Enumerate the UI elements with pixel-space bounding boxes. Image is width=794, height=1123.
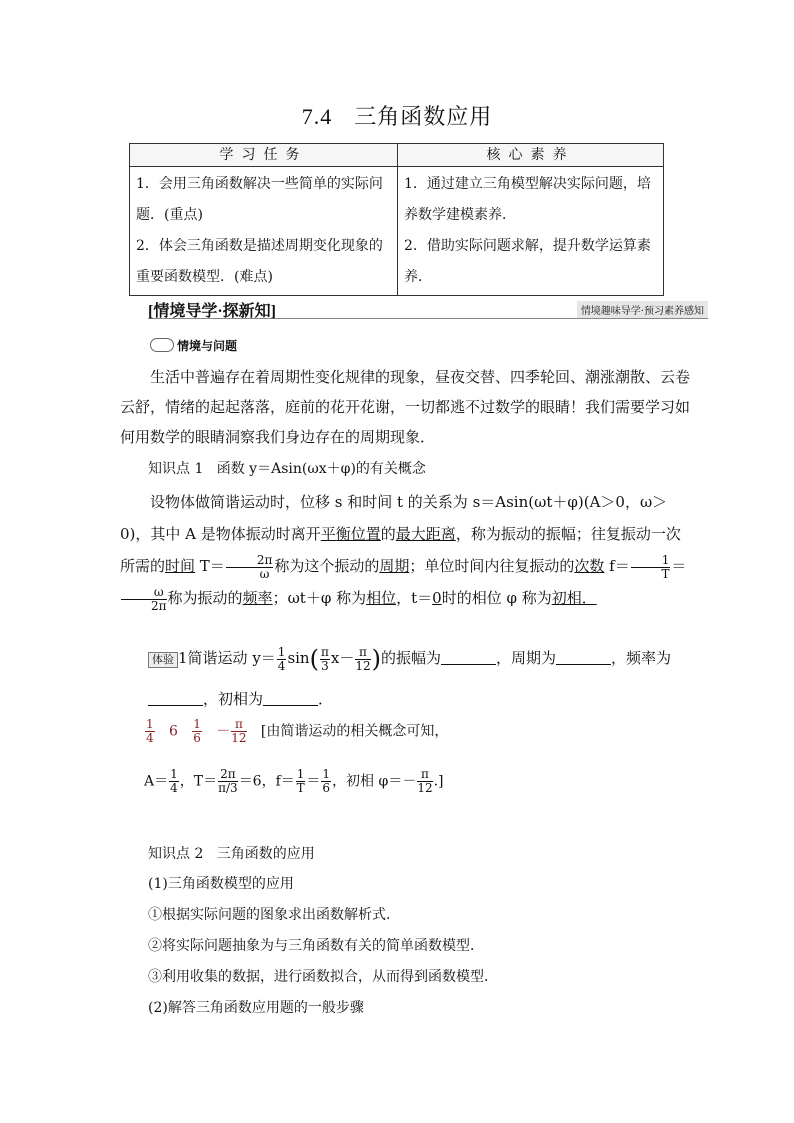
sub-heading: 情境与问题 xyxy=(150,337,237,354)
list-item: ①根据实际问题的图象求出函数解析式． xyxy=(148,907,400,923)
task-1: 1．会用三角函数解决一些简单的实际问题．(重点) xyxy=(136,176,383,223)
answer-line-2: A＝ $\frac{1}{4}$ ，T＝ $\frac{2\pi}{\pi/3}$ ＝6，f＝ $\frac{1}{T}$ ＝ $\frac{1}{6}$ ，初相 φ＝－ $\frac{\pi}{12}$ .] xyxy=(144,767,444,795)
blank-frequency[interactable] xyxy=(148,691,203,706)
frac-2pi-omega: $\frac{2\pi}{\omega}$ xyxy=(226,554,274,581)
blank-initial-phase[interactable] xyxy=(263,691,318,706)
answer-line-1: $\frac{1}{4}$ 6 $\frac{1}{6}$ － $\frac{\pi}{12}$ [由简谐运动的相关概念可知， xyxy=(146,717,449,745)
section-bar xyxy=(148,298,708,319)
knowledge-1-body: 设物体做简谐运动时，位移 s 和时间 t 的关系为 s＝Asin(ωt＋φ)(A＞0，ω＞0)，其中 A 是物体振动时离开平衡位置的最大距离，称为振动的振幅；往复振动一次所需的时间 T＝ $\frac{2\pi}{\omega}$ 称为这个振动的周期；单位时间内往复振动的次数 f＝ $\frac{1}{T}$ ＝ $\frac{\omega}{2\pi}$ 称为振动的频率；ωt＋φ 称为相位，t＝0时的相位 φ 称为初相． xyxy=(120,493,687,613)
experience-tag: 体验 xyxy=(148,652,178,668)
list-item: (2)解答三角函数应用题的一般步骤 xyxy=(148,1000,364,1016)
knowledge-point-1: 知识点 1 函数 y＝Asin(ωx＋φ)的有关概念 xyxy=(148,461,426,477)
task-2: 2．体会三角函数是描述周期变化现象的重要函数模型．(难点) xyxy=(136,238,383,285)
experience-1: 体验 1简谐运动 y＝ $\frac{1}{4}$ sin( $\frac{\pi}{3}$ x－ $\frac{\pi}{12}$ )的振幅为 ，周期为 ，频率为，初相为 ． xyxy=(148,638,693,719)
blank-amplitude[interactable] xyxy=(441,650,496,665)
list-item: ③利用收集的数据，进行函数拟合，从而得到函数模型． xyxy=(148,969,498,985)
literacy-1: 1．通过建立三角模型解决实际问题，培养数学建模素养． xyxy=(404,176,651,223)
header-literacy: 核心素养 xyxy=(398,144,664,167)
frac-omega-2pi: $\frac{\omega}{2\pi}$ xyxy=(121,586,167,613)
page-title: 7.4 三角函数应用 xyxy=(301,104,493,130)
blank-period[interactable] xyxy=(556,650,611,665)
frac-1-T: $\frac{1}{T}$ xyxy=(631,554,671,581)
intro-paragraph: 生活中普遍存在着周期性变化规律的现象，昼夜交替、四季轮回、潮涨潮散、云卷云舒，情绪的起起落落，庭前的花开花谢，一切都逃不过数学的眼睛！我们需要学习如何用数学的眼睛洞察我们身边存在的周期现象． xyxy=(120,368,691,446)
task-table xyxy=(129,143,664,296)
literacy-2: 2．借助实际问题求解，提升数学运算素养． xyxy=(404,238,651,285)
list-item: ②将实际问题抽象为与三角函数有关的简单函数模型． xyxy=(148,938,484,954)
section-tag: 情境趣味导学·预习素养感知 xyxy=(577,301,708,318)
section-title: [情境导学·探新知] xyxy=(148,303,276,320)
list-item: (1)三角函数模型的应用 xyxy=(148,876,294,892)
header-tasks: 学习任务 xyxy=(130,144,398,167)
knowledge-point-2: 知识点 2 三角函数的应用 xyxy=(148,846,315,862)
scene-icon xyxy=(150,338,174,352)
